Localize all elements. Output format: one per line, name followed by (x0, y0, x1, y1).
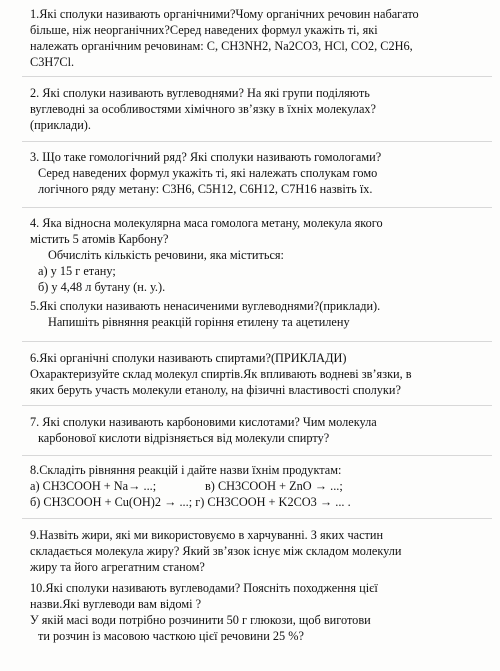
question-4-line-5: б) у 4,48 л бутану (н. у.). (38, 280, 166, 294)
question-5-line-1: 5.Які сполуки називають ненасиченими вуглеводнями?(приклади). (30, 299, 381, 313)
question-2 (30, 85, 485, 133)
question-5-line-2: Напишіть рівняння реакцій горіння етилену та ацетилену (48, 315, 350, 329)
question-1-line-2: більше, ніж неорганічних?Серед наведених формул укажіть ті, які (30, 23, 378, 37)
question-1-line-3: належать органічним речовинам: С, CH3NH2, Na2CO3, HCl, CO2, C2H6, (30, 39, 413, 53)
question-3-line-2: Серед наведених формул укажіть ті, які належать сполукам гомо (38, 166, 378, 180)
question-9-line-3: жиру та його агрегатним станом? (30, 560, 205, 574)
question-3 (30, 149, 485, 197)
question-1-line-1: 1.Які сполуки називають органічними?Чому органічних речовин набагато (30, 7, 419, 21)
question-8-row-2: б) CH3COOH + Cu(OH)2 → ...; г) CH3COOH + K2CO3 → ... . (30, 495, 351, 509)
divider (22, 207, 492, 208)
question-4-line-1: 4. Яка відносна молекулярна маса гомолога метану, молекула якого (30, 216, 383, 230)
question-10-line-4: ти розчин із масовою часткою цієї речовини 25 %? (38, 629, 304, 643)
question-7-line-2: карбонової кислоти відрізняється від молекули спирту? (38, 431, 330, 445)
question-8-row-1 (30, 478, 485, 494)
question-1 (30, 6, 485, 70)
question-6-line-2: Охарактеризуйте склад молекул спиртів.Як впливають водневі зв’язки, в (30, 367, 412, 381)
question-10-line-3: У якій масі води потрібно розчинити 50 г глюкози, щоб виготови (30, 613, 371, 627)
question-6-line-3: яких беруть участь молекули етанолу, на фізичні властивості сполуки? (30, 383, 401, 397)
question-9 (30, 527, 485, 575)
divider (22, 141, 492, 142)
reaction-a: а) CH3COOH + Na→ ...; (30, 479, 157, 493)
question-2-line-3: (приклади). (30, 118, 91, 132)
question-8-title: 8.Складіть рівняння реакцій і дайте назви їхнім продуктам: (30, 463, 342, 477)
question-9-line-1: 9.Назвіть жири, які ми використовуємо в харчуванні. З яких частин (30, 528, 384, 542)
question-5 (30, 298, 485, 330)
question-2-line-2: вуглеводні за особливостями хімічного зв’язку в їхніх молекулах? (30, 102, 377, 116)
divider (22, 455, 492, 456)
question-1-line-4: C3H7Cl. (30, 55, 75, 69)
question-8 (30, 462, 485, 510)
question-3-line-1: 3. Що таке гомологічний ряд? Які сполуки називають гомологами? (30, 150, 382, 164)
question-9-line-2: складається молекула жиру? Який зв’язок існує між складом молекули (30, 544, 402, 558)
reaction-v: в) CH3COOH + ZnO → ...; (205, 479, 343, 493)
divider (22, 405, 492, 406)
question-6 (30, 350, 485, 398)
question-4-line-2: містить 5 атомів Карбону? (30, 232, 169, 246)
question-3-line-3: логічного ряду метану: C3H6, C5H12, C6H12, C7H16 назвіть їх. (38, 182, 373, 196)
question-4-line-3: Обчисліть кількість речовини, яка міститься: (48, 248, 284, 262)
divider (22, 76, 492, 77)
question-10-line-2: назви.Які вуглеводи вам відомі ? (30, 597, 202, 611)
question-2-line-1: 2. Які сполуки називають вуглеводнями? На які групи поділяють (30, 86, 370, 100)
question-4-line-4: а) у 15 г етану; (38, 264, 116, 278)
question-10 (30, 580, 485, 644)
divider (22, 518, 492, 519)
question-4 (30, 215, 485, 295)
question-10-line-1: 10.Які сполуки називають вуглеводами? Поясніть походження цієї (30, 581, 378, 595)
question-7-line-1: 7. Які сполуки називають карбоновими кислотами? Чим молекула (30, 415, 377, 429)
question-6-line-1: 6.Які органічні сполуки називають спиртами?(ПРИКЛАДИ) (30, 351, 347, 365)
question-7 (30, 414, 485, 446)
divider (22, 341, 492, 342)
